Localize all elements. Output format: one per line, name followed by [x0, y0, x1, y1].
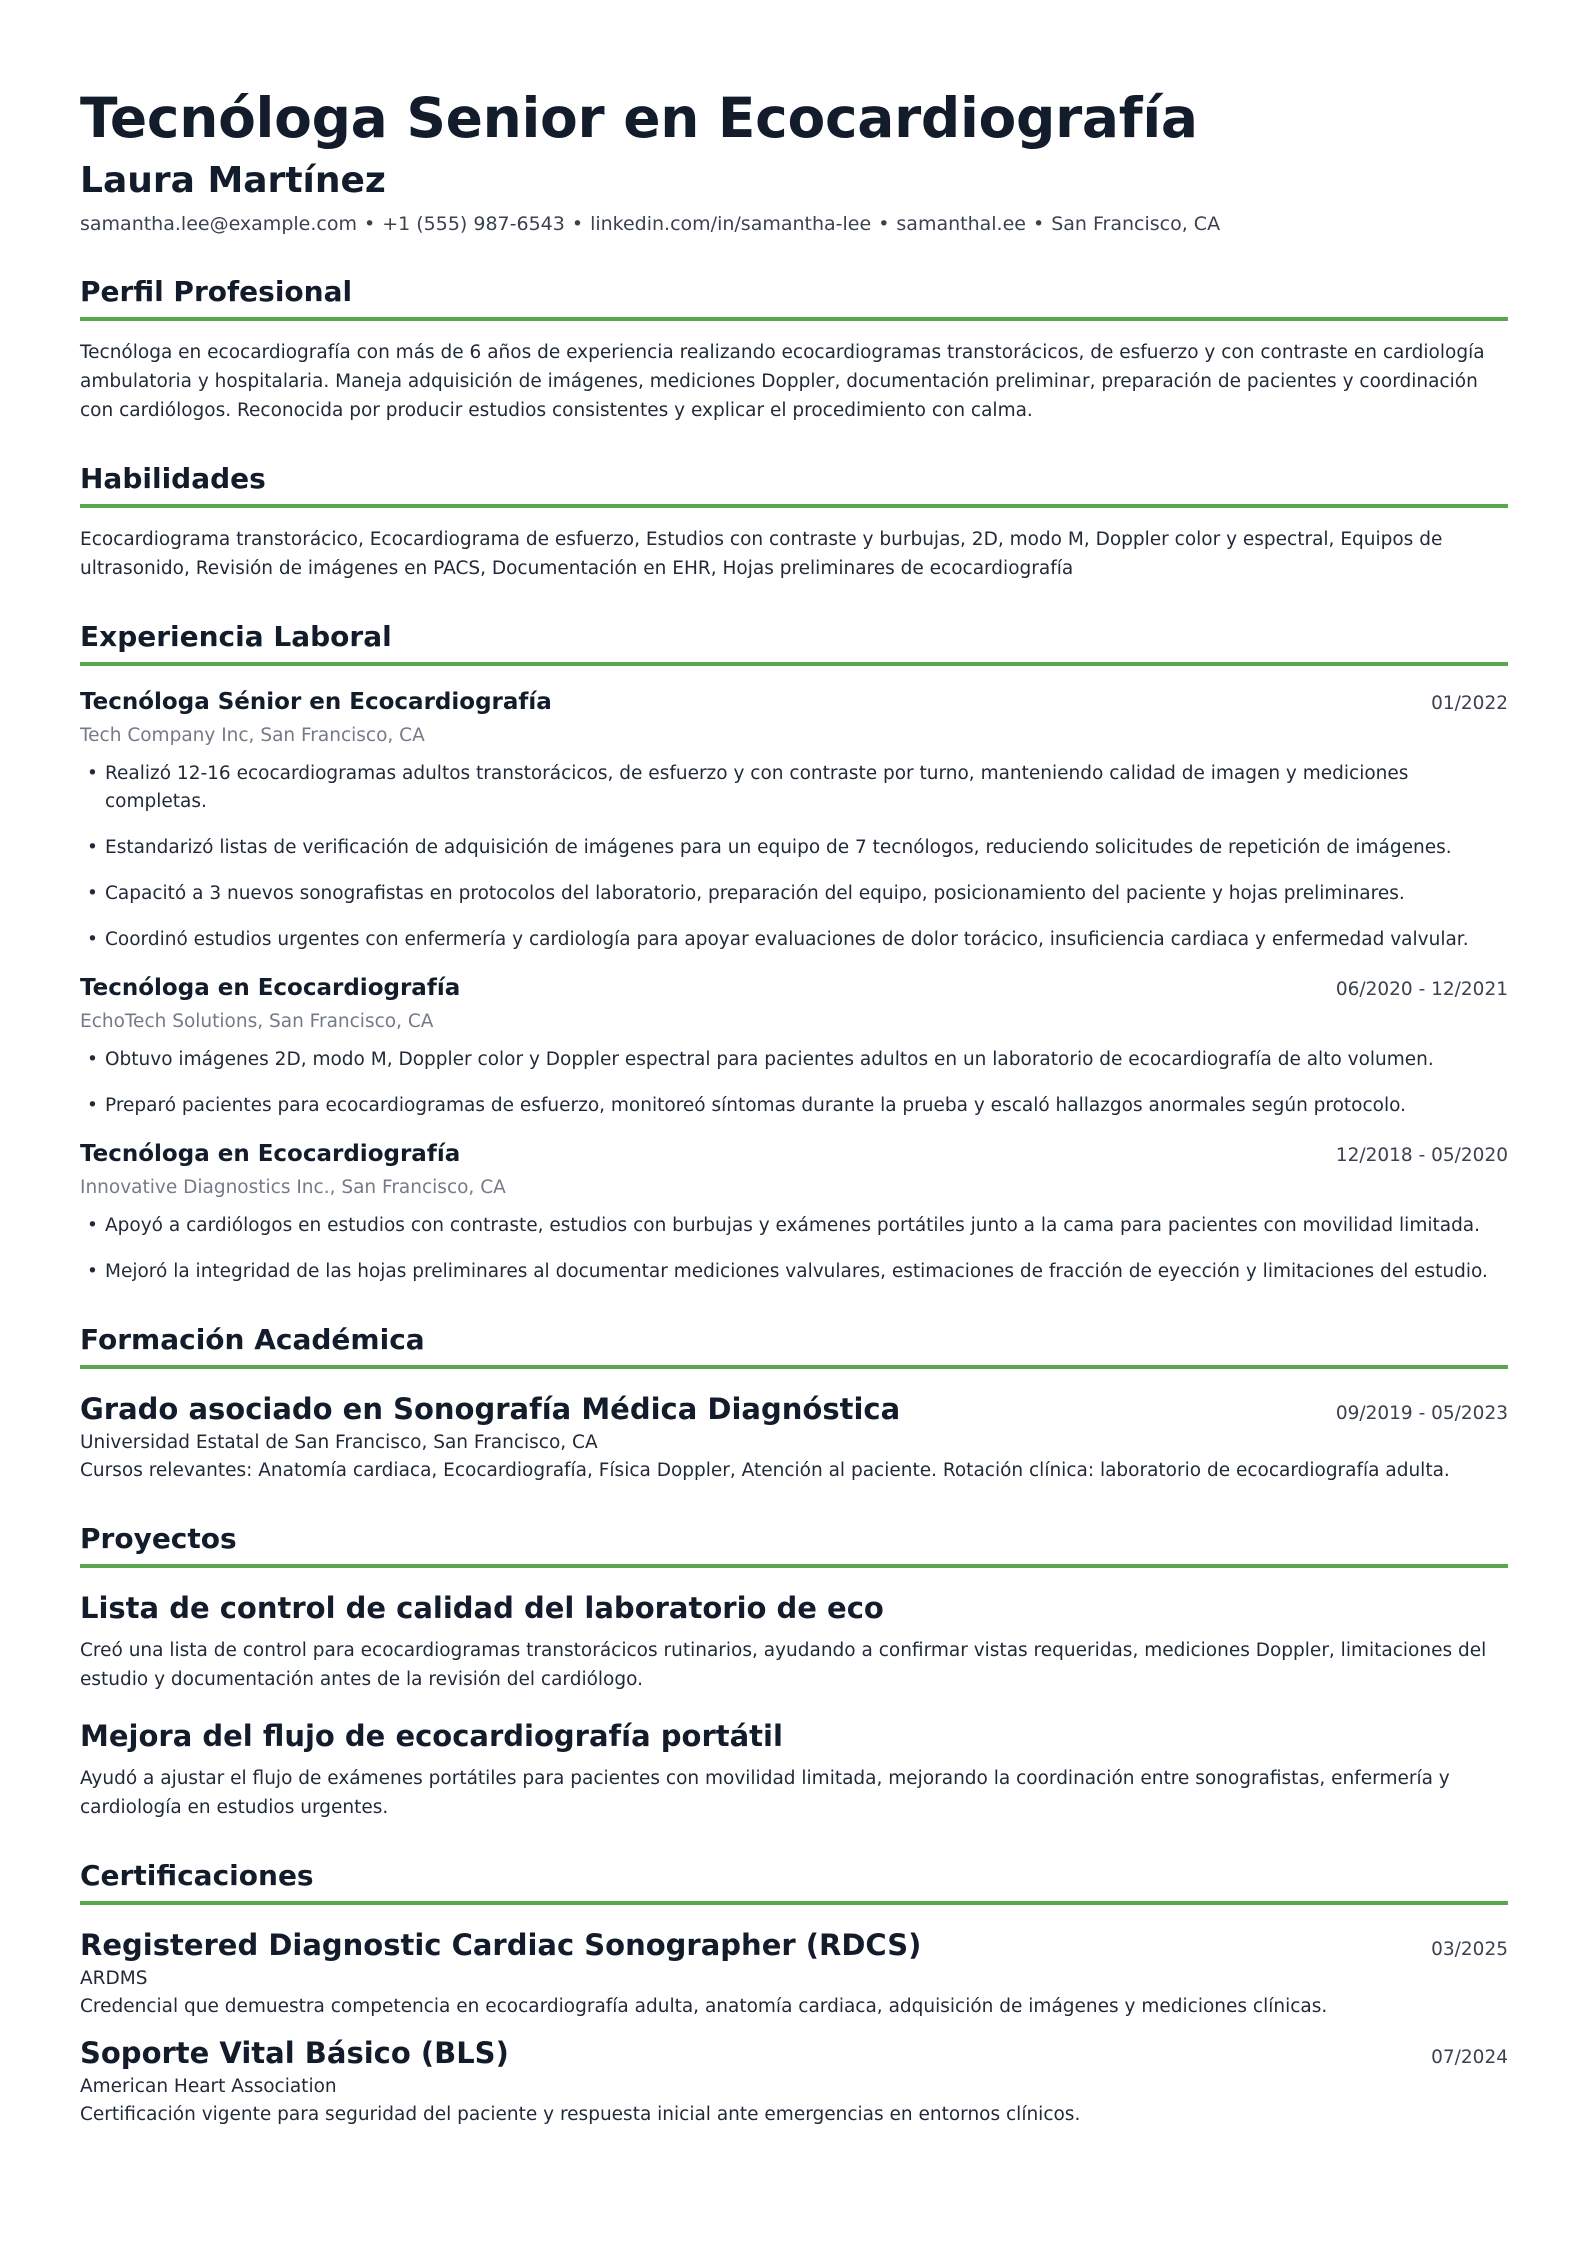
skills-text: Ecocardiograma transtorácico, Ecocardiograma de esfuerzo, Estudios con contraste y burbujas, 2D, modo M, Doppler color y espectral, Equipos de ultrasonido, Revisión de imágenes en PACS, Documentación en EHR, Hojas preliminares de ecocardiografía — [80, 529, 1443, 579]
list-item: • Preparó pacientes para ecocardiogramas de esfuerzo, monitoreó síntomas durante la prueba y escaló hallazgos anormales según protocolo. — [80, 1092, 1508, 1120]
education-details: Cursos relevantes: Anatomía cardiaca, Ecocardiografía, Física Doppler, Atención al paciente. Rotación clínica: laboratorio de ecocardiografía adulta. — [80, 1460, 1450, 1481]
certification-issuer: American Heart Association — [80, 2076, 337, 2097]
list-item: • Mejoró la integridad de las hojas preliminares al documentar mediciones valvulares, estimaciones de fracción de eyección y limitaciones del estudio. — [80, 1258, 1508, 1286]
degree-title: Grado asociado en Sonografía Médica Diagnóstica — [80, 1392, 901, 1426]
job-date: 06/2020 - 12/2021 — [1335, 979, 1508, 1000]
contact-website[interactable]: samanthal.ee — [896, 213, 1026, 235]
list-item: • Obtuvo imágenes 2D, modo M, Doppler color y Doppler espectral para pacientes adultos en un laboratorio de ecocardiografía de alto volumen. — [80, 1046, 1508, 1074]
school-name: Universidad Estatal de San Francisco, San Francisco, CA — [80, 1432, 598, 1453]
certification-text: Credencial que demuestra competencia en ecocardiografía adulta, anatomía cardiaca, adquisición de imágenes y mediciones clínicas. — [80, 1996, 1328, 2017]
job-entry — [80, 972, 1508, 1120]
contact-location: San Francisco, CA — [1051, 213, 1221, 235]
profile-section — [80, 274, 1508, 425]
section-heading: Formación Académica — [80, 1322, 1508, 1369]
section-heading: Habilidades — [80, 461, 1508, 508]
job-bullets — [80, 760, 1508, 954]
job-date: 12/2018 - 05/2020 — [1335, 1145, 1508, 1166]
section-heading: Certificaciones — [80, 1858, 1508, 1905]
skills-section — [80, 461, 1508, 583]
job-company: Innovative Diagnostics Inc., San Francisco, CA — [80, 1177, 506, 1198]
contact-separator: • — [878, 213, 890, 235]
job-company: Tech Company Inc, San Francisco, CA — [80, 725, 425, 746]
candidate-name: Laura Martínez — [80, 160, 386, 201]
education-section — [80, 1322, 1508, 1485]
certification-text: Certificación vigente para seguridad del paciente y respuesta inicial ante emergencias en entornos clínicos. — [80, 2104, 1081, 2125]
section-heading: Proyectos — [80, 1521, 1508, 1568]
project-title: Mejora del flujo de ecocardiografía portátil — [80, 1719, 783, 1753]
job-company: EchoTech Solutions, San Francisco, CA — [80, 1011, 434, 1032]
list-item: • Apoyó a cardiólogos en estudios con contraste, estudios con burbujas y exámenes portátiles junto a la cama para pacientes con movilidad limitada. — [80, 1212, 1508, 1240]
education-date: 09/2019 - 05/2023 — [1335, 1403, 1508, 1424]
job-bullets — [80, 1046, 1508, 1120]
list-item: • Realizó 12-16 ecocardiogramas adultos transtorácicos, de esfuerzo y con contraste por turno, manteniendo calidad de imagen y mediciones completas. — [80, 760, 1508, 816]
certification-title: Registered Diagnostic Cardiac Sonographer (RDCS) — [80, 1928, 922, 1962]
list-item: • Coordinó estudios urgentes con enfermería y cardiología para apoyar evaluaciones de dolor torácico, insuficiencia cardiaca y enfermedad valvular. — [80, 926, 1508, 954]
certification-issuer: ARDMS — [80, 1968, 148, 1989]
profile-text: Tecnóloga en ecocardiografía con más de 6 años de experiencia realizando ecocardiogramas transtorácicos, de esfuerzo y con contraste en cardiología ambulatoria y hospitalaria. Maneja adquisición de imágenes, mediciones Doppler, documentación preliminar, preparación de pacientes y coordinación con cardiólogos. Reconocida por producir estudios consistentes y explicar el procedimiento con calma. — [80, 342, 1485, 421]
list-item: • Estandarizó listas de verificación de adquisición de imágenes para un equipo de 7 tecnólogos, reduciendo solicitudes de repetición de imágenes. — [80, 834, 1508, 862]
experience-section — [80, 619, 1508, 1286]
resume-title: Tecnóloga Senior en Ecocardiografía — [80, 86, 1198, 150]
job-title: Tecnóloga en Ecocardiografía — [80, 975, 461, 1001]
contact-phone[interactable]: +1 (555) 987-6543 — [382, 213, 565, 235]
certifications-section — [80, 1858, 1508, 2129]
contact-separator: • — [363, 213, 376, 235]
job-entry — [80, 686, 1508, 954]
job-bullets — [80, 1212, 1508, 1286]
contact-linkedin[interactable]: linkedin.com/in/samantha-lee — [590, 213, 872, 235]
contact-line — [80, 210, 1508, 238]
contact-separator: • — [1032, 213, 1045, 235]
certification-date: 03/2025 — [1431, 1939, 1508, 1960]
job-title: Tecnóloga en Ecocardiografía — [80, 1141, 461, 1167]
job-title: Tecnóloga Sénior en Ecocardiografía — [80, 689, 552, 715]
job-date: 01/2022 — [1431, 693, 1508, 714]
project-title: Lista de control de calidad del laboratorio de eco — [80, 1591, 884, 1625]
list-item: • Capacitó a 3 nuevos sonografistas en protocolos del laboratorio, preparación del equipo, posicionamiento del paciente y hojas preliminares. — [80, 880, 1508, 908]
project-text: Ayudó a ajustar el flujo de exámenes portátiles para pacientes con movilidad limitada, mejorando la coordinación entre sonografistas, enfermería y cardiología en estudios urgentes. — [80, 1768, 1450, 1818]
projects-section — [80, 1521, 1508, 1822]
job-entry — [80, 1138, 1508, 1286]
contact-email[interactable]: samantha.lee@example.com — [80, 213, 357, 235]
contact-separator: • — [571, 213, 584, 235]
project-text: Creó una lista de control para ecocardiogramas transtorácicos rutinarios, ayudando a confirmar vistas requeridas, mediciones Doppler, limitaciones del estudio y documentación antes de la revisión del cardiólogo. — [80, 1640, 1487, 1690]
section-heading: Experiencia Laboral — [80, 619, 1508, 666]
section-heading: Perfil Profesional — [80, 274, 1508, 321]
certification-date: 07/2024 — [1431, 2047, 1508, 2068]
certification-title: Soporte Vital Básico (BLS) — [80, 2036, 509, 2070]
